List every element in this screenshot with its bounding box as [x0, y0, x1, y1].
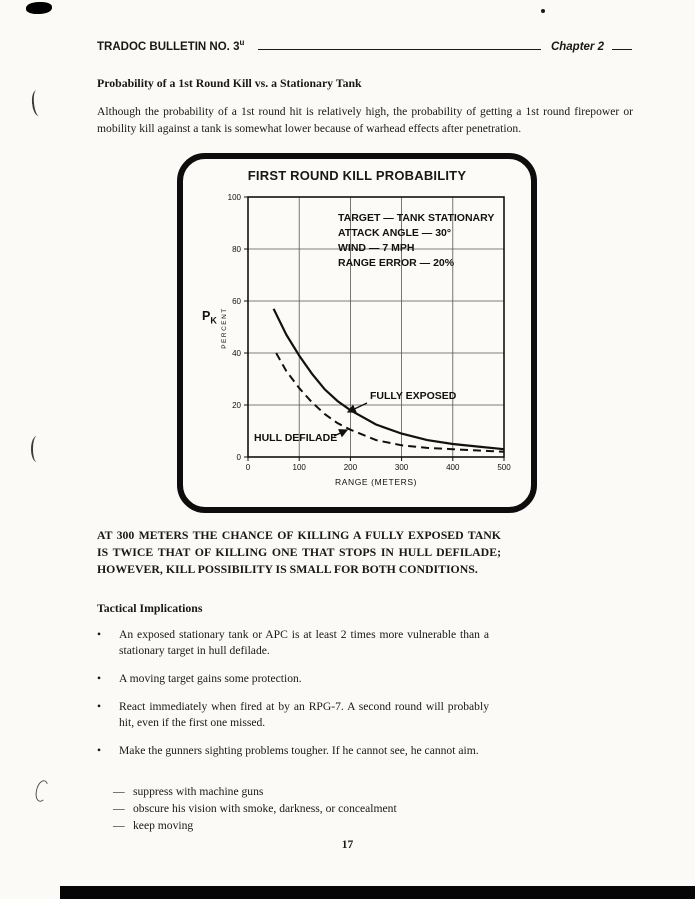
header-rule-short: [612, 49, 632, 50]
bullet-marker: •: [97, 628, 102, 641]
y-axis-label: PERCENT: [221, 307, 228, 349]
sub-bullet-text: keep moving: [133, 819, 194, 832]
dash-marker: —: [113, 802, 125, 815]
bulletin-title: TRADOC BULLETIN NO. 3$^u$: [97, 38, 245, 53]
svg-text:500: 500: [497, 463, 511, 472]
bullet-text: A moving target gains some protection.: [119, 672, 302, 685]
chapter-label: Chapter 2: [550, 40, 604, 53]
svg-text:40: 40: [232, 349, 241, 358]
x-axis-label: RANGE (METERS): [334, 477, 418, 487]
sub-bullet-text: obscure his vision with smoke, darkness, or concealment: [133, 802, 397, 815]
sub-list-item: [113, 817, 553, 834]
kill-probability-chart: [184, 187, 530, 493]
svg-text:200: 200: [343, 463, 358, 472]
chart-annotation: ATTACK ANGLE — 30°: [338, 227, 452, 239]
bullet-marker: •: [97, 700, 102, 713]
bulletin-superscript: u: [239, 38, 245, 47]
sub-list-item: [113, 800, 553, 817]
svg-text:20: 20: [232, 401, 241, 410]
sub-list-item: [113, 783, 553, 800]
svg-text:400: 400: [446, 463, 460, 472]
list-item: [97, 699, 489, 731]
series-fully-exposed: [274, 309, 504, 449]
scan-artifact-mark: [31, 89, 48, 116]
header-rule: [258, 49, 541, 50]
chart-annotation: WIND — 7 MPH: [338, 242, 415, 254]
chart-annotation: TARGET — TANK STATIONARY: [338, 212, 495, 224]
tactical-sub-bullet-list: [113, 783, 553, 834]
scan-artifact-mark: [34, 779, 51, 803]
sub-bullet-text: suppress with machine guns: [133, 785, 264, 798]
svg-text:0: 0: [236, 453, 241, 462]
section-title: Probability of a 1st Round Kill vs. a Stationary Tank: [97, 76, 362, 90]
page-number: 17: [341, 839, 354, 851]
svg-text:300: 300: [394, 463, 409, 472]
dash-marker: —: [113, 785, 125, 798]
list-item: [97, 743, 489, 759]
scan-artifact-bottom-bar: [60, 886, 695, 899]
y-axis-symbol: $P_K$: [202, 309, 217, 326]
page-header: [97, 38, 632, 53]
dash-marker: —: [113, 819, 125, 832]
svg-text:0: 0: [245, 463, 251, 472]
list-item: [97, 671, 489, 687]
svg-text:60: 60: [232, 297, 241, 306]
series-label: FULLY EXPOSED: [370, 390, 457, 402]
scan-artifact-dot: [541, 9, 545, 13]
tactical-implications-heading: Tactical Implications: [97, 601, 203, 615]
svg-text:100: 100: [292, 463, 306, 472]
scan-artifact-blob: [26, 2, 52, 14]
figure-caption: AT 300 METERS THE CHANCE OF KILLING A FULLY EXPOSED TANK IS TWICE THAT OF KILLING ONE THAT STOPS IN HULL DEFILADE; HOWEVER, KILL POSSIBILITY IS SMALL FOR BOTH CONDITIONS.: [97, 528, 501, 576]
list-item: [97, 627, 489, 659]
bullet-text: An exposed stationary tank or APC is at least 2 times more vulnerable than a stationary target in hull defilade.: [119, 628, 489, 657]
chart-annotation: RANGE ERROR — 20%: [338, 257, 455, 269]
bullet-marker: •: [97, 672, 102, 685]
kill-probability-figure: [177, 153, 537, 513]
svg-text:80: 80: [232, 245, 241, 254]
series-label: HULL DEFILADE: [254, 432, 338, 444]
bullet-marker: •: [97, 744, 102, 757]
bullet-text: React immediately when fired at by an RPG-7. A second round will probably hit, even if the first one missed.: [119, 700, 489, 729]
svg-text:100: 100: [227, 193, 241, 202]
tactical-bullet-list: [97, 627, 489, 771]
bullet-text: Make the gunners sighting problems tougher. If he cannot see, he cannot aim.: [119, 744, 479, 757]
scan-artifact-mark: [31, 436, 45, 462]
intro-paragraph: Although the probability of a 1st round hit is relatively high, the probability of getting a 1st round firepower or mobility kill against a tank is somewhat lower because of warhead effects after penetration.: [97, 105, 633, 135]
chart-title: FIRST ROUND KILL PROBABILITY: [247, 168, 467, 183]
